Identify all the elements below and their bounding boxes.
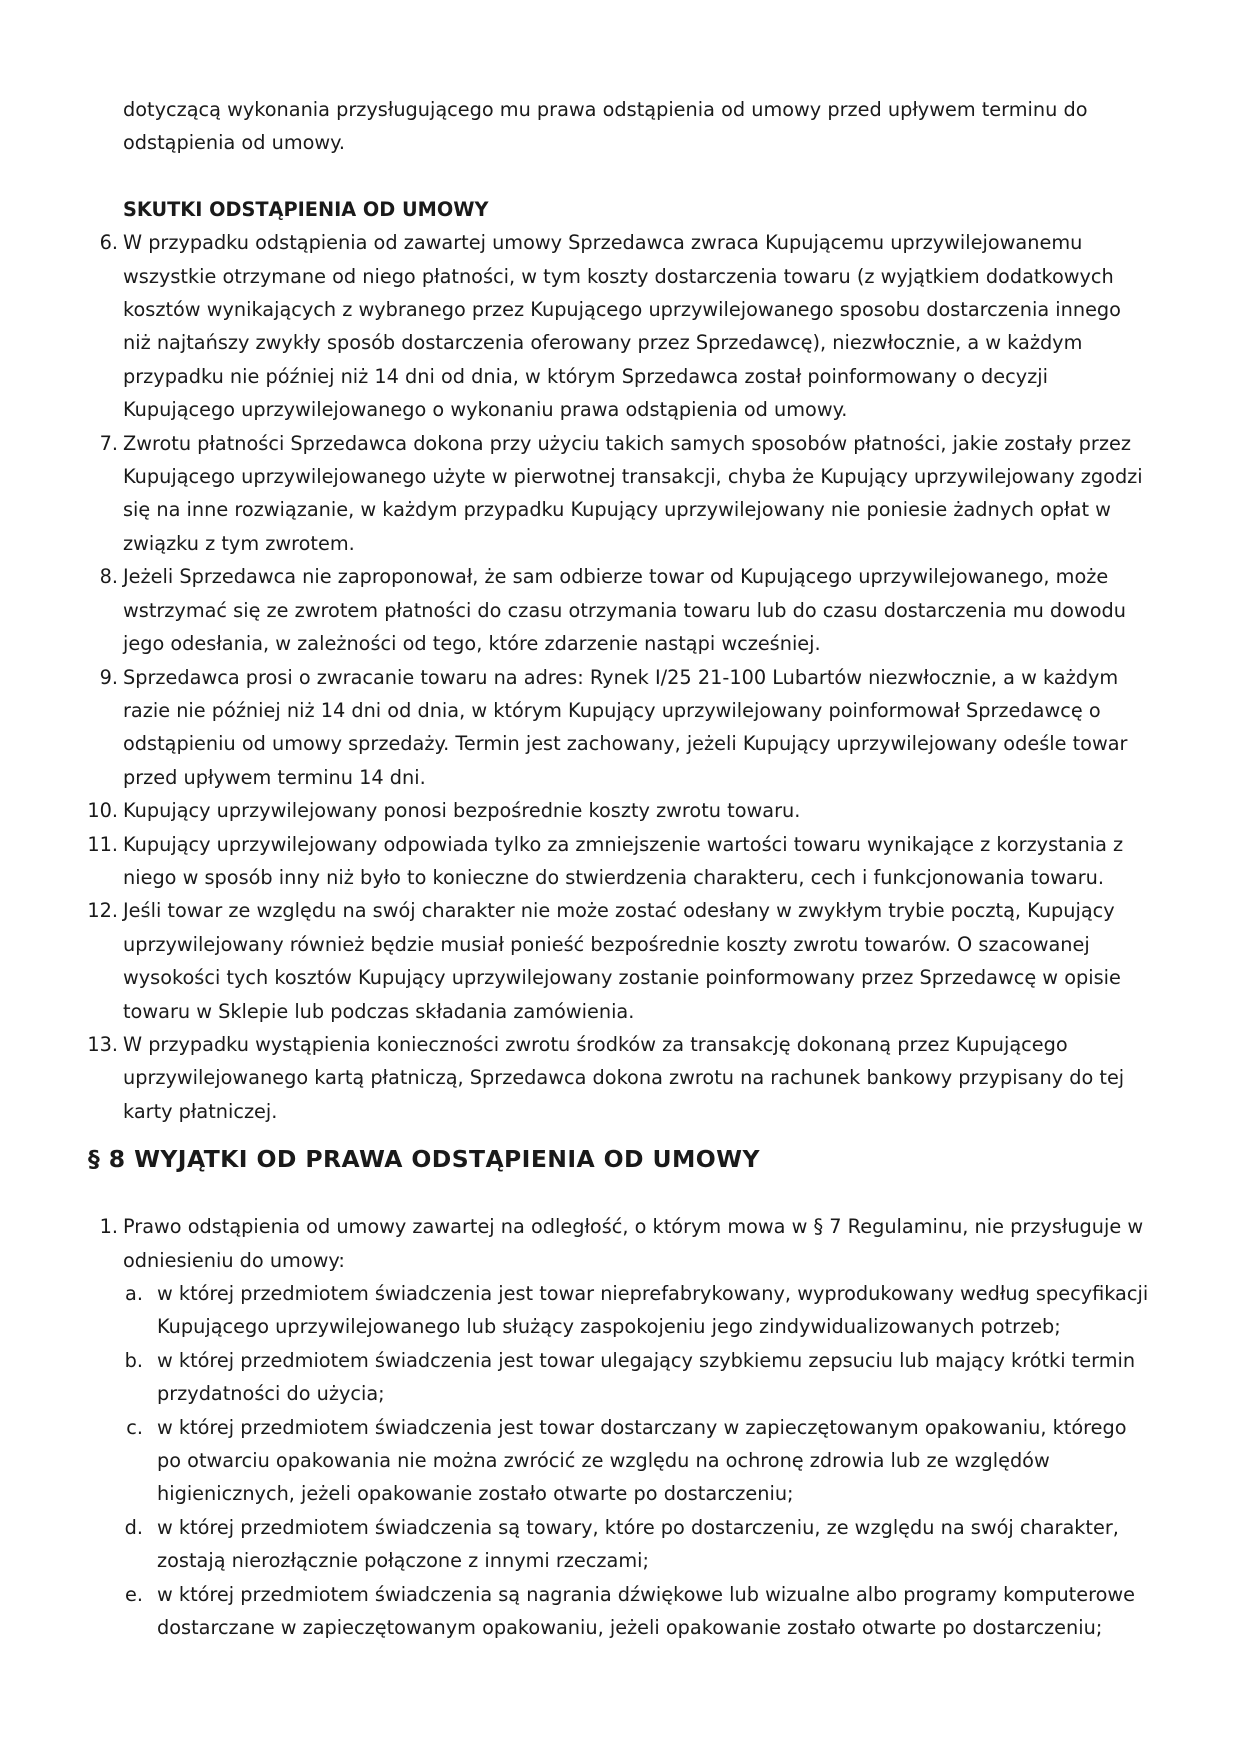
sublist-item <box>123 1277 1150 1344</box>
list-item <box>88 1210 1150 1644</box>
continuation-paragraph: dotyczącą wykonania przysługującego mu prawa odstąpienia od umowy przed upływem terminu do odstąpienia od umowy. <box>123 98 1088 155</box>
sublist-item <box>123 1411 1150 1511</box>
section-title: § 8 WYJĄTKI OD PRAWA ODSTĄPIENIA OD UMOWY <box>88 1145 760 1174</box>
item-number: 11. <box>87 832 118 856</box>
item-text: w której przedmiotem świadczenia są towary, które po dostarczeniu, ze względu na swój charakter, zostają nierozłącznie połączone z innymi rzeczami; <box>157 1515 1119 1573</box>
item-text: W przypadku odstąpienia od zawartej umowy Sprzedawca zwraca Kupującemu uprzywilejowanemu wszystkie otrzymane od niego płatności, w tym koszty dostarczenia towaru (z wyjątkiem dodatkowych kosztów wynikających z wybranego przez Kupującego uprzywilejowanego sposobu dostarczenia innego niż najtańszy zwykły sposób dostarczenia oferowany przez Sprzedawcę), niezwłocznie, a w każdym przypadku nie później niż 14 dni od dnia, w którym Sprzedawca został poinformowany o decyzji Kupującego uprzywilejowanego o wykonaniu prawa odstąpienia od umowy. <box>123 231 1121 422</box>
item-text: w której przedmiotem świadczenia jest towar nieprefabrykowany, wyprodukowany według specyfikacji Kupującego uprzywilejowanego lub służący zaspokojeniu jego zindywidualizowanych potrzeb; <box>157 1282 1149 1339</box>
item-text: Jeżeli Sprzedawca nie zaproponował, że sam odbierze towar od Kupującego uprzywilejowanego, może wstrzymać się ze zwrotem płatności do czasu otrzymania towaru lub do czasu dostarczenia mu dowodu jego odesłania, w zależności od tego, które zdarzenie nastąpi wcześniej. <box>123 565 1126 656</box>
item-text: Zwrotu płatności Sprzedawca dokona przy użyciu takich samych sposobów płatności, jakie zostały przez Kupującego uprzywilejowanego użyte w pierwotnej transakcji, chyba że Kupujący uprzywilejowany zgodzi się na inne rozwiązanie, w każdym przypadku Kupujący uprzywilejowany nie poniesie żadnych opłat w związku z tym zwrotem. <box>123 431 1143 555</box>
list-item <box>88 226 1150 426</box>
list-item <box>88 560 1150 660</box>
item-text: w której przedmiotem świadczenia jest towar ulegający szybkiemu zepsuciu lub mający krótki termin przydatności do użycia; <box>157 1348 1136 1406</box>
item-letter: d. <box>124 1515 143 1539</box>
sublist-item <box>123 1511 1150 1578</box>
item-text: Prawo odstąpienia od umowy zawartej na odległość, o którym mowa w § 7 Regulaminu, nie przysługuje w odniesieniu do umowy: <box>123 1215 1144 1272</box>
item-letter: e. <box>125 1582 143 1606</box>
item-number: 1. <box>99 1215 118 1239</box>
item-number: 9. <box>99 665 118 689</box>
list-item <box>88 828 1150 895</box>
lettered-sublist <box>123 1277 1150 1644</box>
item-text: W przypadku wystąpienia konieczności zwrotu środków za transakcję dokonaną przez Kupującego uprzywilejowanego kartą płatniczą, Sprzedawca dokona zwrotu na rachunek bankowy przypisany do tej karty płatniczej. <box>123 1032 1125 1123</box>
sublist-item <box>123 1344 1150 1411</box>
item-text: w której przedmiotem świadczenia są nagrania dźwiękowe lub wizualne albo programy komputerowe dostarczane w zapieczętowanym opakowaniu, jeżeli opakowanie zostało otwarte po dostarczeniu; <box>157 1582 1136 1640</box>
list-item <box>88 427 1150 561</box>
item-number: 12. <box>87 899 118 923</box>
list-item <box>88 794 1150 827</box>
sublist-item <box>123 1578 1150 1645</box>
item-number: 10. <box>87 799 118 823</box>
item-text: w której przedmiotem świadczenia jest towar dostarczany w zapieczętowanym opakowaniu, którego po otwarciu opakowania nie można zwrócić ze względu na ochronę zdrowia lub ze względów higienicznych, jeżeli opakowanie zostało otwarte po dostarczeniu; <box>157 1415 1127 1506</box>
list-item <box>88 1028 1150 1128</box>
item-letter: c. <box>126 1415 143 1439</box>
item-number: 7. <box>99 431 118 455</box>
item-number: 13. <box>87 1032 118 1056</box>
item-text: Kupujący uprzywilejowany odpowiada tylko za zmniejszenie wartości towaru wynikające z korzystania z niego w sposób inny niż było to konieczne do stwierdzenia charakteru, cech i funkcjonowania towaru. <box>123 832 1124 889</box>
list-item <box>88 894 1150 1028</box>
item-number: 6. <box>99 231 118 255</box>
item-text: Sprzedawca prosi o zwracanie towaru na adres: Rynek I/25 21-100 Lubartów niezwłocznie, a w każdym razie nie później niż 14 dni od dnia, w którym Kupujący uprzywilejowany poinformował Sprzedawcę o odstąpieniu od umowy sprzedaży. Termin jest zachowany, jeżeli Kupujący uprzywilejowany odeśle towar przed upływem terminu 14 dni. <box>123 665 1128 789</box>
item-number: 8. <box>99 565 118 589</box>
subheading-skutki: SKUTKI ODSTĄPIENIA OD UMOWY <box>123 197 489 221</box>
item-letter: b. <box>124 1348 143 1372</box>
item-text: Kupujący uprzywilejowany ponosi bezpośrednie koszty zwrotu towaru. <box>123 799 801 823</box>
list-item <box>88 661 1150 795</box>
item-text: Jeśli towar ze względu na swój charakter nie może zostać odesłany w zwykłym trybie pocztą, Kupujący uprzywilejowany również będzie musiał ponieść bezpośrednie koszty zwrotu towarów. O szacowanej wysokości tych kosztów Kupujący uprzywilejowany zostanie poinformowany przez Sprzedawcę w opisie towaru w Sklepie lub podczas składania zamówienia. <box>123 899 1121 1023</box>
numbered-list-effects <box>88 226 1150 1128</box>
item-letter: a. <box>125 1282 143 1305</box>
numbered-list-exceptions <box>88 1210 1150 1644</box>
